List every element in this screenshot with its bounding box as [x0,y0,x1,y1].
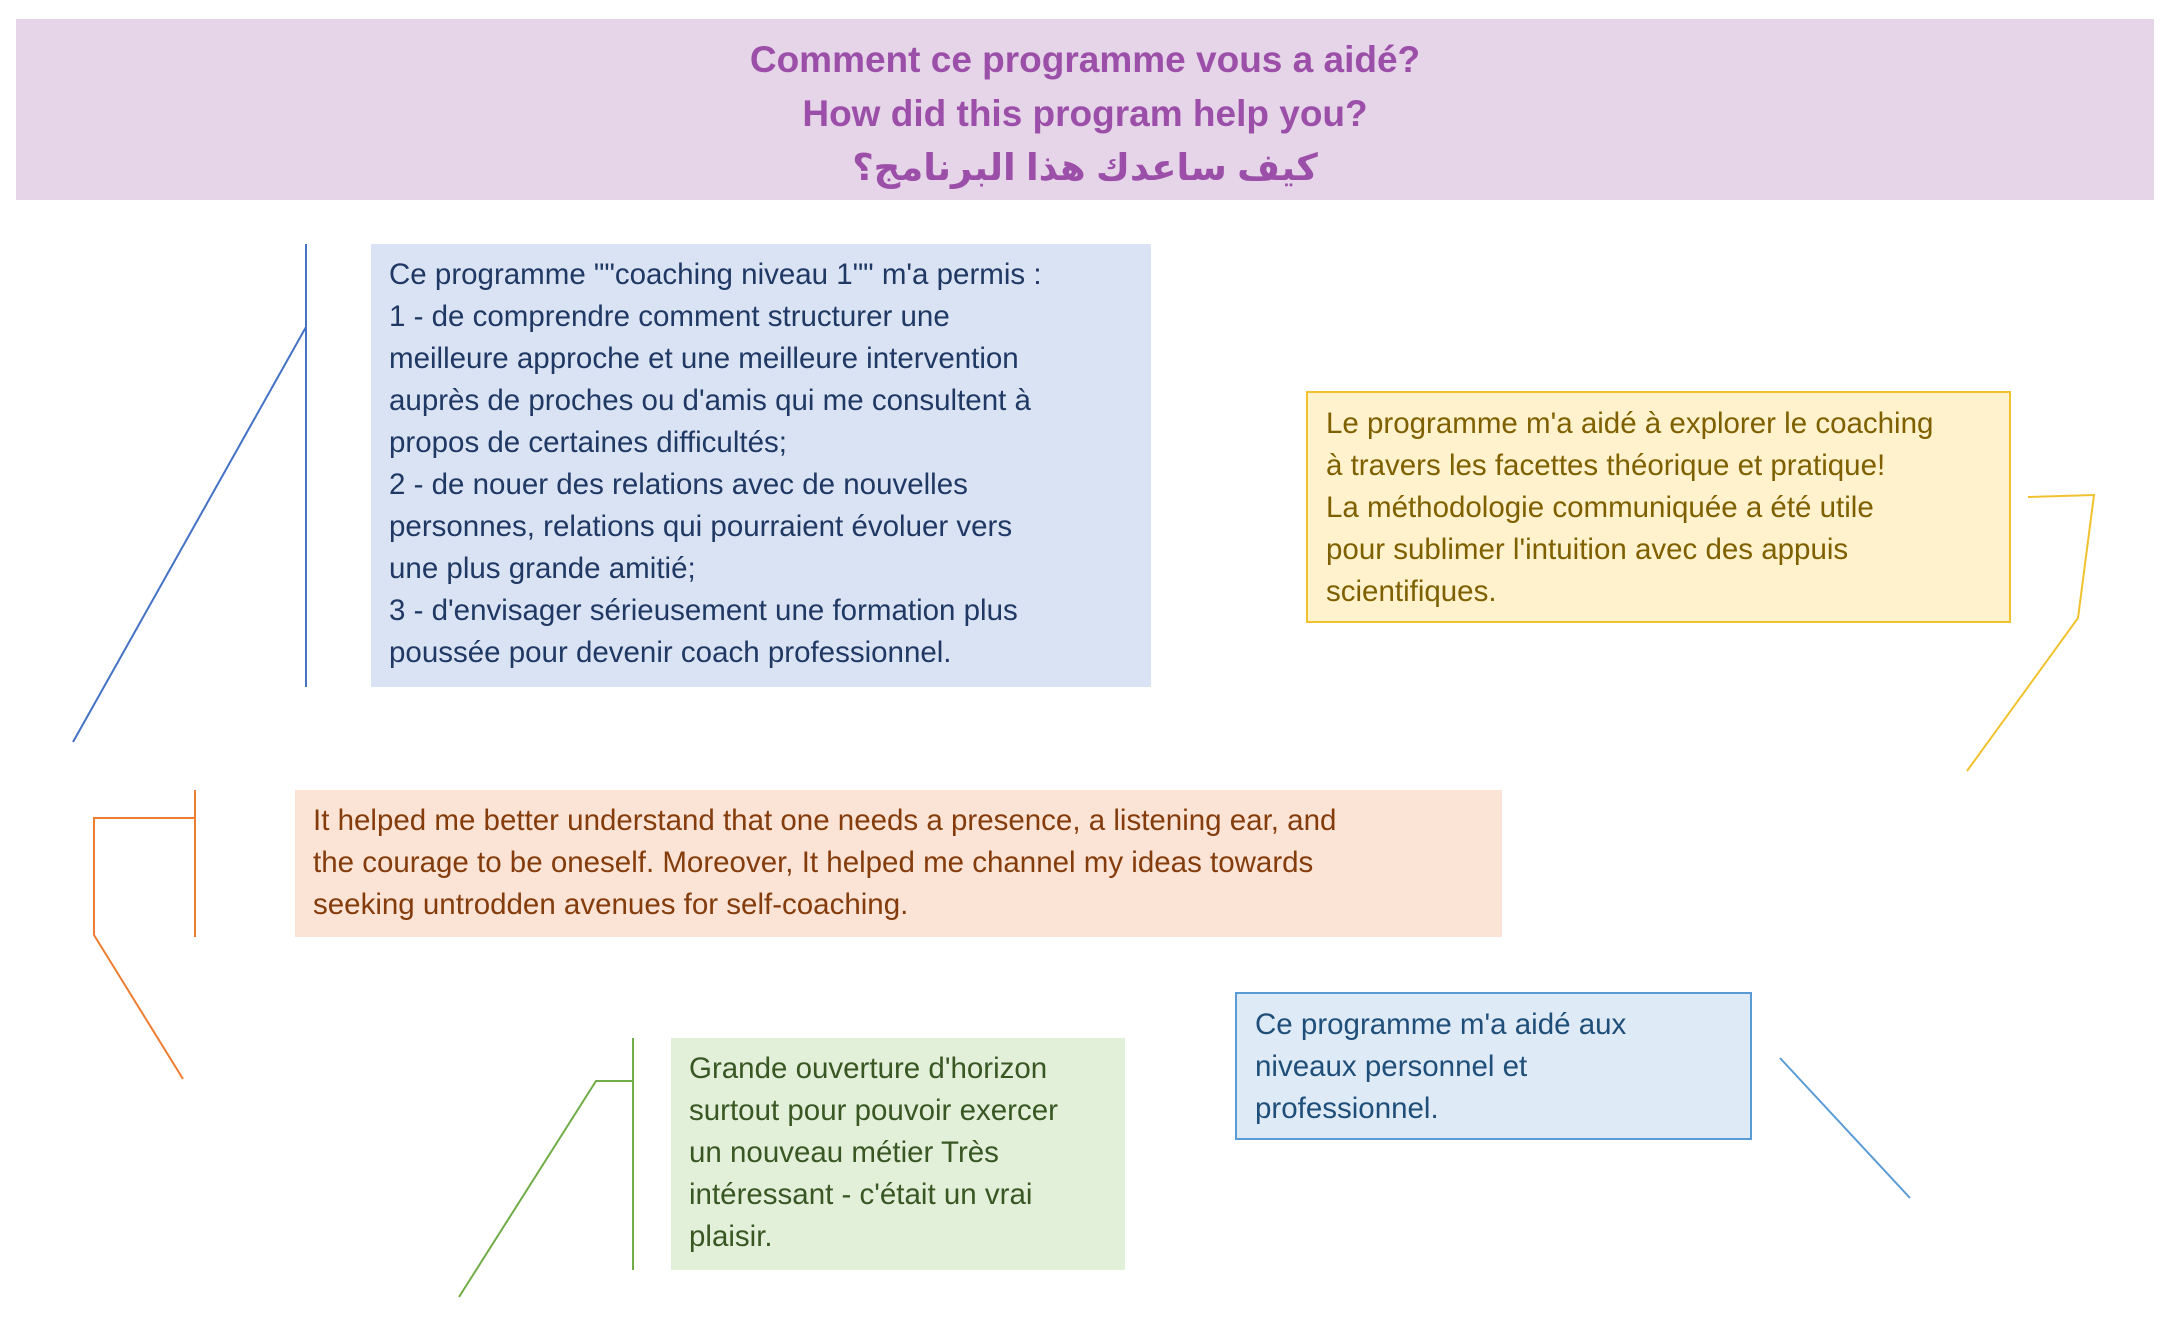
callout-line: Grande ouverture d'horizon [689,1052,1048,1085]
page-title-banner [16,19,2154,200]
callout-line: plaisir. [689,1220,773,1253]
callout-line: niveaux personnel et [1255,1050,1528,1083]
callout-personal-professional [1235,992,1752,1140]
callout-coaching-level-1 [371,244,1151,687]
callout-line: the courage to be oneself. Moreover, It helped me channel my ideas towards [313,846,1314,879]
callout-line: à travers les facettes théorique et pratique! [1326,449,1886,482]
lightblue-callout-connector [1780,1058,1910,1198]
callout-line: poussée pour devenir coach professionnel. [389,636,952,669]
callout-line: seeking untrodden avenues for self-coaching. [313,888,909,921]
callout-line: 1 - de comprendre comment structurer une [389,300,950,333]
callout-line: Le programme m'a aidé à explorer le coaching [1326,407,1934,440]
callout-line: personnes, relations qui pourraient évoluer vers [389,510,1013,543]
green-connector-leader [459,1081,633,1297]
green-callout-connector [459,1038,633,1297]
callout-line: scientifiques. [1326,575,1497,608]
callout-line: Ce programme m'a aidé aux [1255,1008,1627,1041]
callout-presence-listening [295,790,1502,937]
callout-line: surtout pour pouvoir exercer [689,1094,1058,1127]
callout-line: 3 - d'envisager sérieusement une formation plus [389,594,1018,627]
callout-line: auprès de proches ou d'amis qui me consultent à [389,384,1031,417]
orange-callout-connector [94,790,195,1079]
callout-explore-coaching [1306,391,2011,623]
callout-new-horizon [671,1038,1125,1270]
title-english: How did this program help you? [802,93,1368,134]
callout-line: 2 - de nouer des relations avec de nouvelles [389,468,968,501]
callout-line: intéressant - c'était un vrai [689,1178,1033,1211]
callout-line: La méthodologie communiquée a été utile [1326,491,1874,524]
lightblue-connector-leader [1780,1058,1910,1198]
callout-line: pour sublimer l'intuition avec des appuis [1326,533,1849,566]
blue-connector-leader [73,327,306,742]
blue-callout-connector [73,244,306,742]
callout-line: propos de certaines difficultés; [389,426,787,459]
orange-connector-leader [94,818,195,1079]
title-arabic: كيف ساعدك هذا البرنامج؟ [852,147,1318,188]
callout-line: It helped me better understand that one needs a presence, a listening ear, and [313,804,1337,837]
title-french: Comment ce programme vous a aidé? [749,39,1421,80]
callout-line: une plus grande amitié; [389,552,696,585]
callout-line: un nouveau métier Très [689,1136,999,1169]
callout-line: meilleure approche et une meilleure intervention [389,342,1019,375]
callout-line: professionnel. [1255,1092,1439,1125]
callout-line: Ce programme ""coaching niveau 1"" m'a permis : [389,258,1042,291]
